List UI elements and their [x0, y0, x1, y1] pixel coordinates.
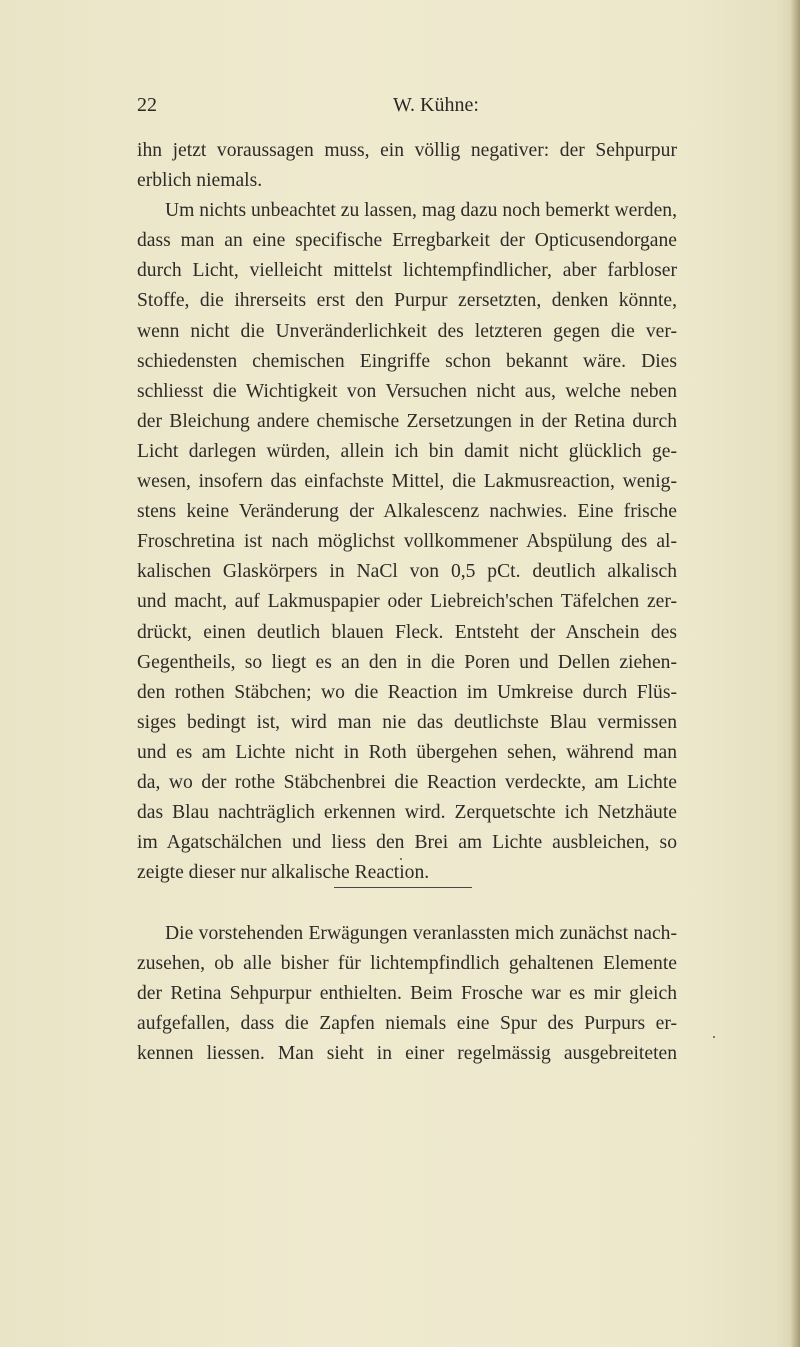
section-divider — [334, 887, 472, 888]
text-line: und macht, auf Lakmuspapier oder Liebreich'schen Täfelchen zer- — [137, 591, 677, 613]
text-line: ihn jetzt voraussagen muss, ein völlig negativer: der Sehpurpur — [137, 140, 677, 161]
text-line: zusehen, ob alle bisher für lichtempfindlich gehaltenen Elemente — [137, 953, 677, 975]
text-line: stens keine Veränderung der Alkalescenz nachwies. Eine frische — [137, 501, 677, 523]
text-line: drückt, einen deutlich blauen Fleck. Entsteht der Anschein des — [137, 621, 677, 643]
text-line: wesen, insofern das einfachste Mittel, die Lakmusreaction, wenig- — [137, 471, 677, 493]
paragraph-2 — [137, 196, 677, 888]
text-line: das Blau nachträglich erkennen wird. Zerquetschte ich Netzhäute — [137, 802, 677, 824]
text-line: da, wo der rothe Stäbchenbrei die Reaction verdeckte, am Lichte — [137, 771, 677, 793]
text-line: Um nichts unbeachtet zu lassen, mag dazu noch bemerkt werden, — [165, 200, 677, 222]
text-line: Stoffe, die ihrerseits erst den Purpur zersetzten, denken könnte, — [137, 290, 677, 312]
text-line: dass man an eine specifische Erregbarkeit der Opticusendorgane — [137, 230, 677, 252]
text-line: kennen liessen. Man sieht in einer regelmässig ausgebreiteten — [137, 1043, 677, 1065]
body-text-continued — [137, 919, 677, 1069]
paragraph-1 — [137, 136, 677, 196]
paper-speck — [713, 1036, 715, 1038]
paper-speck — [400, 858, 402, 860]
running-head — [137, 94, 677, 118]
text-line: und es am Lichte nicht in Roth übergehen sehen, während man — [137, 741, 677, 763]
text-line: den rothen Stäbchen; wo die Reaction im Umkreise durch Flüs- — [137, 681, 677, 703]
page-number: 22 — [137, 94, 157, 116]
paragraph-3 — [137, 919, 677, 1069]
text-line: wenn nicht die Unveränderlichkeit des letzteren gegen die ver- — [137, 320, 677, 342]
text-line: schiedensten chemischen Eingriffe schon bekannt wäre. Dies — [137, 350, 677, 372]
page-edge-shadow — [790, 0, 800, 1347]
text-line: im Agatschälchen und liess den Brei am Lichte ausbleichen, so — [137, 832, 677, 854]
text-line: erblich niemals. — [137, 170, 263, 192]
text-line: siges bedingt ist, wird man nie das deutlichste Blau vermissen — [137, 711, 677, 733]
body-text — [137, 136, 677, 888]
text-line: Die vorstehenden Erwägungen veranlassten mich zunächst nach- — [165, 923, 677, 944]
text-line: durch Licht, vielleicht mittelst lichtempfindlicher, aber farbloser — [137, 260, 677, 282]
text-line: der Bleichung andere chemische Zersetzungen in der Retina durch — [137, 410, 677, 432]
text-line: Froschretina ist nach möglichst vollkommener Abspülung des al- — [137, 531, 677, 553]
text-line: kalischen Glaskörpers in NaCl von 0,5 pCt. deutlich alkalisch — [137, 561, 677, 583]
text-line: zeigte dieser nur alkalische Reaction. — [137, 862, 430, 884]
text-line: Gegentheils, so liegt es an den in die Poren und Dellen ziehen- — [137, 651, 677, 673]
text-line: schliesst die Wichtigkeit von Versuchen nicht aus, welche neben — [137, 380, 677, 402]
text-line: aufgefallen, dass die Zapfen niemals eine Spur des Purpurs er- — [137, 1013, 677, 1035]
text-line: Licht darlegen würden, allein ich bin damit nicht glücklich ge- — [137, 440, 677, 462]
text-line: der Retina Sehpurpur enthielten. Beim Frosche war es mir gleich — [137, 983, 677, 1005]
running-title: W. Kühne: — [393, 94, 479, 116]
